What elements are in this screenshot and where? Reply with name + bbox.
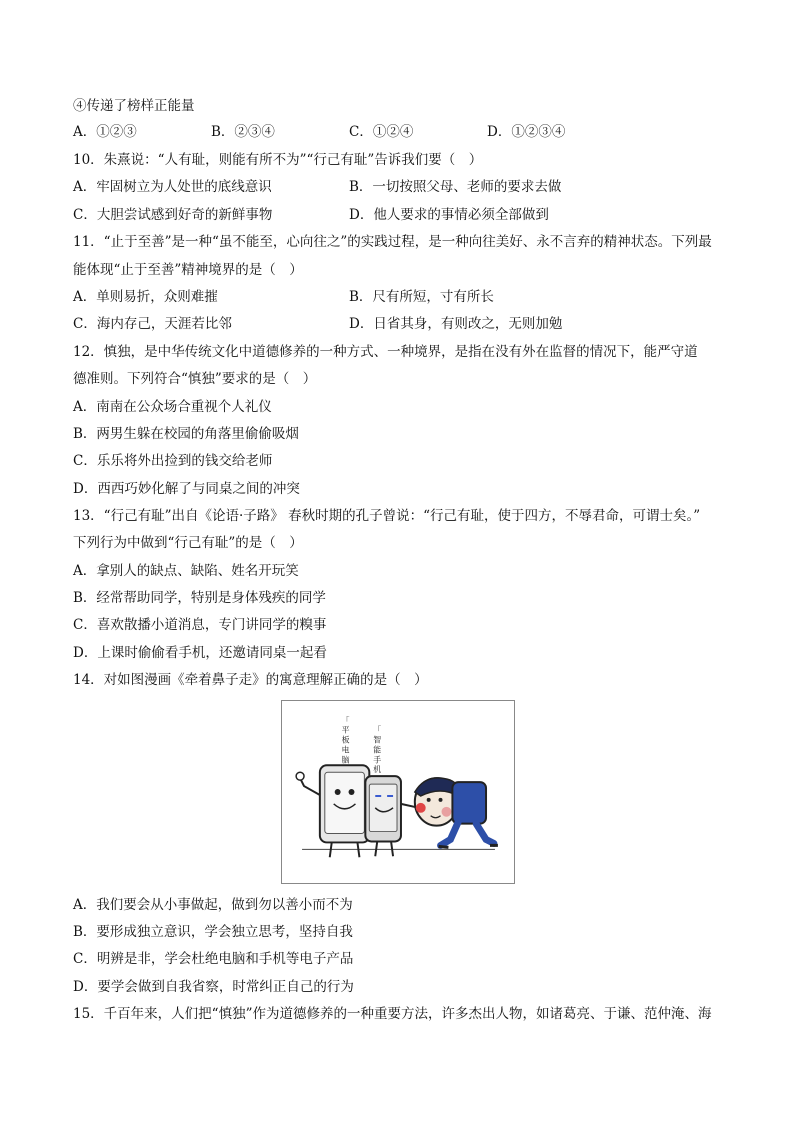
q11-stem-line1: 11．“止于至善”是一种“虽不能至，心向往之”的实践过程，是一种向往美好、永不言弃的精神状态。下列最 xyxy=(73,234,712,250)
q11-option-b: B．尺有所短，寸有所长 xyxy=(349,289,494,305)
q10-stem: 10．朱熹说：“人有耻，则能有所不为”“行己有耻”告诉我们要（ ） xyxy=(73,152,483,168)
q9-statement-4: ④传递了榜样正能量 xyxy=(73,98,195,114)
q13-stem-line2: 下列行为中做到“行己有耻”的是（ ） xyxy=(73,535,303,551)
q11-option-d: D．日省其身，有则改之，无则加勉 xyxy=(349,316,563,332)
q11-option-a: A．单则易折，众则难摧 xyxy=(73,289,218,305)
q10-option-b: B．一切按照父母、老师的要求去做 xyxy=(349,179,562,195)
q14-option-d: D．要学会做到自我省察，时常纠正自己的行为 xyxy=(73,979,354,995)
q9-option-c: C．①②④ xyxy=(349,124,414,140)
q10-option-a: A．牢固树立为人处世的底线意识 xyxy=(73,179,272,195)
q13-stem-line1: 13．“行己有耻”出自《论语·子路》 春秋时期的孔子曾说：“行己有耻，使于四方，不辱君命，可谓士矣。” xyxy=(73,508,701,524)
q14-stem: 14．对如图漫画《牵着鼻子走》的寓意理解正确的是（ ） xyxy=(73,672,428,688)
q13-option-d: D．上课时偷偷看手机，还邀请同桌一起看 xyxy=(73,645,327,661)
cartoon-led-by-the-nose xyxy=(281,700,515,884)
tablet-label xyxy=(342,716,350,765)
tablet-label-char: 脑 xyxy=(341,755,350,765)
phone-label-char: 机 xyxy=(373,765,382,775)
phone-label xyxy=(373,726,381,775)
q12-stem-line1: 12．慎独，是中华传统文化中道德修养的一种方式、一种境界，是指在没有外在监督的情况下，能严守道 xyxy=(73,344,698,360)
cartoon-illustration xyxy=(282,701,514,883)
phone-label-char: 「 xyxy=(373,725,382,735)
q9-option-d: D．①②③④ xyxy=(487,124,566,140)
q14-option-c: C．明辨是非，学会杜绝电脑和手机等电子产品 xyxy=(73,951,354,967)
tablet-label-char: 平 xyxy=(341,725,350,735)
q11-stem-line2: 能体现“止于至善”精神境界的是（ ） xyxy=(73,262,303,278)
q12-option-a: A．南南在公众场合重视个人礼仪 xyxy=(73,399,272,415)
q13-option-b: B．经常帮助同学，特别是身体残疾的同学 xyxy=(73,590,326,606)
q13-option-a: A．拿别人的缺点、缺陷、姓名开玩笑 xyxy=(73,563,299,579)
q9-option-b: B．②③④ xyxy=(211,124,275,140)
tablet-label-char: 板 xyxy=(341,735,350,745)
student-character xyxy=(415,778,498,848)
tablet-label-char: 「 xyxy=(341,715,350,725)
q12-option-c: C．乐乐将外出捡到的钱交给老师 xyxy=(73,453,273,469)
q10-option-d: D．他人要求的事情必须全部做到 xyxy=(349,207,549,223)
q14-option-a: A．我们要会从小事做起，做到勿以善小而不为 xyxy=(73,897,353,913)
phone-label-char: 手 xyxy=(373,755,382,765)
phone-character xyxy=(365,776,418,856)
tablet-character xyxy=(296,765,369,857)
tablet-label-char: 电 xyxy=(341,745,350,755)
q12-stem-line2: 德准则。下列符合“慎独”要求的是（ ） xyxy=(73,371,317,387)
q12-option-d: D．西西巧妙化解了与同桌之间的冲突 xyxy=(73,481,300,497)
q13-option-c: C．喜欢散播小道消息，专门讲同学的糗事 xyxy=(73,617,327,633)
q10-option-c: C．大胆尝试感到好奇的新鲜事物 xyxy=(73,207,273,223)
q9-option-a: A．①②③ xyxy=(73,124,137,140)
phone-label-char: 能 xyxy=(373,745,382,755)
q11-option-c: C．海内存己，天涯若比邻 xyxy=(73,316,232,332)
q14-option-b: B．要形成独立意识，学会独立思考，坚持自我 xyxy=(73,924,353,940)
q15-stem-line1: 15．千百年来，人们把“慎独”作为道德修养的一种重要方法，许多杰出人物，如诸葛亮、于谦、范仲淹、海 xyxy=(73,1006,712,1022)
q12-option-b: B．两男生躲在校园的角落里偷偷吸烟 xyxy=(73,426,299,442)
phone-label-char: 智 xyxy=(373,735,382,745)
